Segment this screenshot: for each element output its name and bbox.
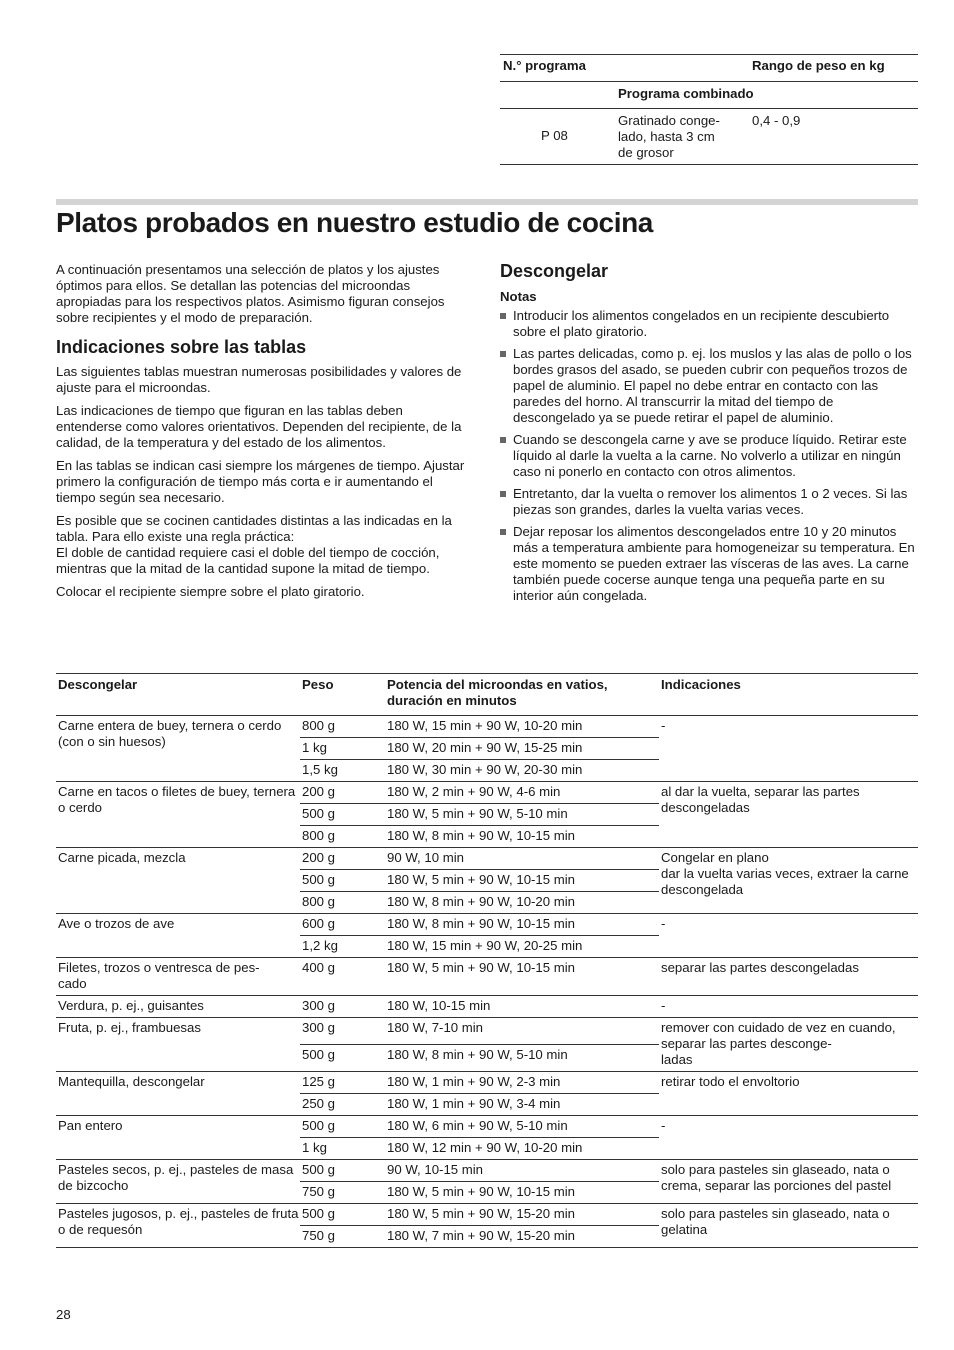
weight-cell: 750 g [300, 1226, 385, 1248]
square-bullet-icon [500, 351, 506, 357]
notes-cell: - [659, 914, 918, 958]
defrost-table [56, 673, 918, 1248]
program-weight-range: 0,4 - 0,9 [752, 109, 918, 165]
note-text: Introducir los alimentos congelados en un recipiente descubierto sobre el plato giratorio. [513, 308, 890, 339]
weight-cell: 1,5 kg [300, 760, 385, 782]
table-row [56, 848, 918, 870]
page-number: 28 [56, 1307, 71, 1322]
notes-cell: Congelar en plano dar la vuelta varias veces, extraer la carne descongelada [659, 848, 918, 914]
note-item [500, 346, 918, 426]
power-cell: 180 W, 12 min + 90 W, 10-20 min [385, 1138, 659, 1160]
square-bullet-icon [500, 313, 506, 319]
paragraph: Colocar el recipiente siempre sobre el plato giratorio. [56, 584, 365, 599]
notes-cell: al dar la vuelta, separar las partes descongeladas [659, 782, 918, 848]
col-header-notes: Indicaciones [659, 674, 918, 716]
power-cell: 180 W, 2 min + 90 W, 4-6 min [385, 782, 659, 804]
col-header-weight: Peso [300, 674, 385, 716]
table-row [56, 914, 918, 936]
paragraph: Las siguientes tablas muestran numerosas posibilidades y valores de ajuste para el microondas. [56, 364, 462, 395]
food-name-cell: Filetes, trozos o ventresca de pes- cado [56, 958, 300, 996]
food-name-cell: Carne entera de buey, ternera o cerdo (con o sin huesos) [56, 716, 300, 782]
power-cell: 180 W, 30 min + 90 W, 20-30 min [385, 760, 659, 782]
table-row [56, 1018, 918, 1045]
note-item [500, 308, 918, 340]
power-cell: 90 W, 10-15 min [385, 1160, 659, 1182]
notes-list [500, 308, 918, 604]
power-cell: 180 W, 5 min + 90 W, 15-20 min [385, 1204, 659, 1226]
power-cell: 180 W, 15 min + 90 W, 10-20 min [385, 716, 659, 738]
weight-cell: 200 g [300, 848, 385, 870]
intro-paragraph: A continuación presentamos una selección de platos y los ajustes óptimos para ellos. Se detallan las potencias del microondas apropiadas para los respectivos platos. Asimismo figuran consejos sobre recipientes y el modo de preparación. [56, 262, 445, 325]
power-cell: 180 W, 8 min + 90 W, 10-15 min [385, 914, 659, 936]
left-column [56, 262, 470, 607]
weight-cell: 600 g [300, 914, 385, 936]
power-cell: 180 W, 5 min + 90 W, 10-15 min [385, 870, 659, 892]
power-cell: 180 W, 1 min + 90 W, 3-4 min [385, 1094, 659, 1116]
weight-range-header: Rango de peso en kg [752, 55, 918, 82]
power-cell: 180 W, 5 min + 90 W, 10-15 min [385, 1182, 659, 1204]
paragraph: Las indicaciones de tiempo que figuran en las tablas deben entenderse como valores orientativos. Dependen del recipiente, de la calidad, de la temperatura y del estado de los alimentos. [56, 403, 462, 450]
program-subheader: Programa combinado [618, 82, 918, 109]
weight-cell: 400 g [300, 958, 385, 996]
square-bullet-icon [500, 529, 506, 535]
notes-cell: - [659, 996, 918, 1018]
weight-cell: 800 g [300, 826, 385, 848]
weight-cell: 800 g [300, 716, 385, 738]
table-row [56, 1116, 918, 1138]
program-header: N.° programa [500, 55, 752, 82]
paragraph: En las tablas se indican casi siempre los márgenes de tiempo. Ajustar primero la configuración de tiempo más corta e ir aumentando el tiempo según sea necesario. [56, 458, 465, 505]
power-cell: 180 W, 10-15 min [385, 996, 659, 1018]
note-text: Cuando se descongela carne y ave se produce líquido. Retirar este líquido al darle la vuelta a la carne. No volverlo a utilizar en ningún caso ni ponerlo en contacto con otros alimentos. [513, 432, 907, 479]
weight-cell: 250 g [300, 1094, 385, 1116]
program-number: P 08 [500, 109, 618, 165]
power-cell: 90 W, 10 min [385, 848, 659, 870]
table-row [56, 996, 918, 1018]
food-name-cell: Mantequilla, descongelar [56, 1072, 300, 1116]
weight-cell: 1 kg [300, 1138, 385, 1160]
weight-cell: 300 g [300, 996, 385, 1018]
food-name-cell: Pasteles jugosos, p. ej., pasteles de fruta o de requesón [56, 1204, 300, 1248]
table-row [56, 782, 918, 804]
weight-cell: 800 g [300, 892, 385, 914]
note-item [500, 432, 918, 480]
paragraph: Es posible que se cocinen cantidades distintas a las indicadas en la tabla. Para ello existe una regla práctica: El doble de cantidad requiere casi el doble del tiempo de cocción, mientras que la mitad de la cantidad supone la mitad de tiempo. [56, 513, 452, 576]
note-text: Entretanto, dar la vuelta o remover los alimentos 1 o 2 veces. Si las piezas son grandes, darles la vuelta varias veces. [513, 486, 908, 517]
weight-cell: 500 g [300, 870, 385, 892]
weight-cell: 1,2 kg [300, 936, 385, 958]
power-cell: 180 W, 1 min + 90 W, 2-3 min [385, 1072, 659, 1094]
square-bullet-icon [500, 437, 506, 443]
table-row [56, 716, 918, 738]
weight-cell: 125 g [300, 1072, 385, 1094]
notes-cell: - [659, 716, 918, 782]
food-name-cell: Pan entero [56, 1116, 300, 1160]
power-cell: 180 W, 20 min + 90 W, 15-25 min [385, 738, 659, 760]
notes-label: Notas [500, 289, 537, 304]
food-name-cell: Carne en tacos o filetes de buey, ternera o cerdo [56, 782, 300, 848]
power-cell: 180 W, 15 min + 90 W, 20-25 min [385, 936, 659, 958]
notes-cell: separar las partes descongeladas [659, 958, 918, 996]
right-column [500, 260, 918, 610]
weight-cell: 300 g [300, 1018, 385, 1045]
table-row [56, 1072, 918, 1094]
power-cell: 180 W, 5 min + 90 W, 10-15 min [385, 958, 659, 996]
note-item [500, 486, 918, 518]
power-cell: 180 W, 6 min + 90 W, 5-10 min [385, 1116, 659, 1138]
square-bullet-icon [500, 491, 506, 497]
power-cell: 180 W, 5 min + 90 W, 5-10 min [385, 804, 659, 826]
food-name-cell: Verdura, p. ej., guisantes [56, 996, 300, 1018]
weight-cell: 500 g [300, 804, 385, 826]
food-name-cell: Ave o trozos de ave [56, 914, 300, 958]
food-name-cell: Carne picada, mezcla [56, 848, 300, 914]
weight-cell: 1 kg [300, 738, 385, 760]
power-cell: 180 W, 7-10 min [385, 1018, 659, 1045]
power-cell: 180 W, 8 min + 90 W, 10-15 min [385, 826, 659, 848]
food-name-cell: Fruta, p. ej., frambuesas [56, 1018, 300, 1072]
weight-cell: 200 g [300, 782, 385, 804]
tables-heading: Indicaciones sobre las tablas [56, 337, 307, 357]
program-table [500, 54, 918, 165]
table-row [56, 958, 918, 996]
note-text: Dejar reposar los alimentos descongelados entre 10 y 20 minutos más a temperatura ambiente para homogeneizar su temperatura. En este momento se pueden extraer las vísceras de las aves. La carne también puede cocerse aunque tenga una pequeña parte en su interior aún congelada. [513, 524, 915, 603]
food-name-cell: Pasteles secos, p. ej., pasteles de masa de bizcocho [56, 1160, 300, 1204]
weight-cell: 750 g [300, 1182, 385, 1204]
note-item [500, 524, 918, 604]
note-text: Las partes delicadas, como p. ej. los muslos y las alas de pollo o los bordes grasos del asado, se pueden cubrir con pequeños trozos de papel de aluminio. El papel no debe entrar en contacto con las paredes del horno. Al transcurrir la mitad del tiempo de descongelado ya se puede retirar el papel de aluminio. [513, 346, 912, 425]
defrost-heading: Descongelar [500, 261, 609, 281]
power-cell: 180 W, 8 min + 90 W, 5-10 min [385, 1045, 659, 1072]
weight-cell: 500 g [300, 1160, 385, 1182]
notes-cell: retirar todo el envoltorio [659, 1072, 918, 1116]
page-title: Platos probados en nuestro estudio de cocina [56, 207, 653, 238]
col-header-power: Potencia del microondas en vatios, duración en minutos [385, 674, 659, 716]
program-description: Gratinado conge- lado, hasta 3 cm de grosor [618, 109, 752, 165]
power-cell: 180 W, 8 min + 90 W, 10-20 min [385, 892, 659, 914]
weight-cell: 500 g [300, 1045, 385, 1072]
notes-cell: solo para pasteles sin glaseado, nata o gelatina [659, 1204, 918, 1248]
power-cell: 180 W, 7 min + 90 W, 15-20 min [385, 1226, 659, 1248]
col-header-food: Descongelar [56, 674, 300, 716]
table-row [56, 1160, 918, 1182]
notes-cell: remover con cuidado de vez en cuando, separar las partes desconge- ladas [659, 1018, 918, 1072]
notes-cell: - [659, 1116, 918, 1160]
weight-cell: 500 g [300, 1204, 385, 1226]
notes-cell: solo para pasteles sin glaseado, nata o crema, separar las porciones del pastel [659, 1160, 918, 1204]
weight-cell: 500 g [300, 1116, 385, 1138]
table-row [56, 1204, 918, 1226]
